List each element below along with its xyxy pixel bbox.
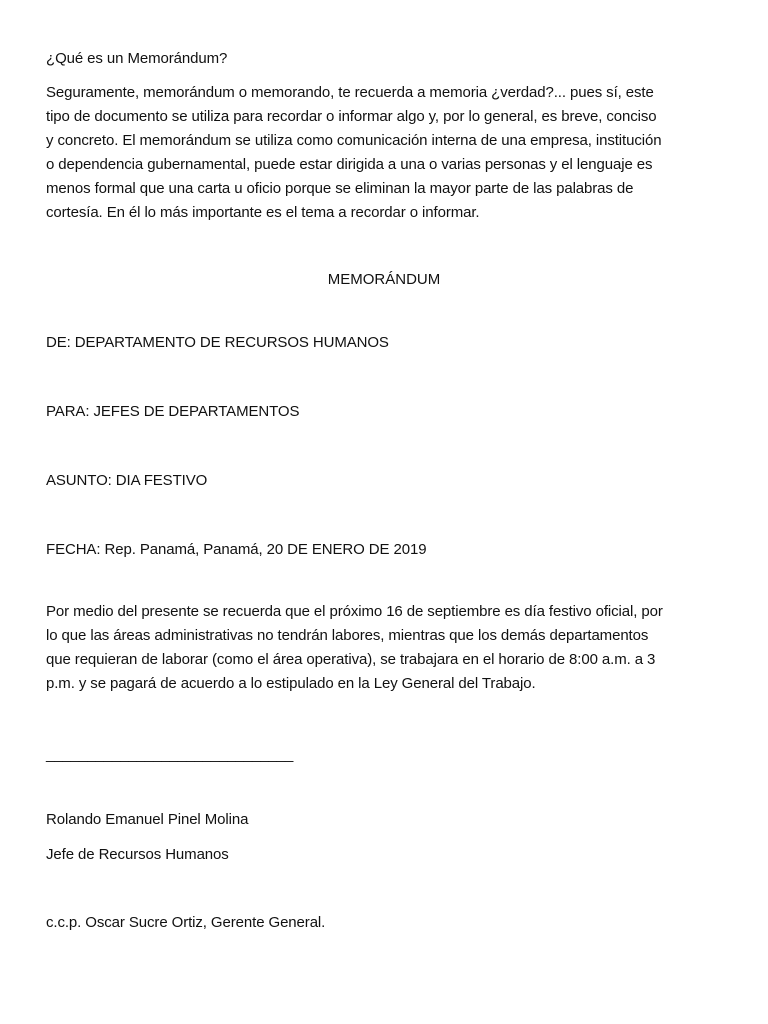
carbon-copy: c.c.p. Oscar Sucre Ortiz, Gerente General. <box>46 914 326 931</box>
signer-title: Jefe de Recursos Humanos <box>46 846 229 863</box>
intro-line: o dependencia gubernamental, puede estar dirigida a una o varias personas y el lenguaje es <box>46 156 653 173</box>
intro-line: menos formal que una carta u oficio porque se eliminan la mayor parte de las palabras de <box>46 180 634 197</box>
memo-to: PARA: JEFES DE DEPARTAMENTOS <box>46 403 300 420</box>
intro-line: cortesía. En él lo más importante es el tema a recordar o informar. <box>46 204 480 221</box>
memo-from: DE: DEPARTAMENTO DE RECURSOS HUMANOS <box>46 334 389 351</box>
intro-line: y concreto. El memorándum se utiliza como comunicación interna de una empresa, institución <box>46 132 662 149</box>
memo-body-line: p.m. y se pagará de acuerdo a lo estipulado en la Ley General del Trabajo. <box>46 675 536 692</box>
document-question: ¿Qué es un Memorándum? <box>46 50 228 67</box>
memo-body-line: que requieran de laborar (como el área operativa), se trabajara en el horario de 8:00 a.m. a 3 <box>46 651 656 668</box>
memo-body-line: Por medio del presente se recuerda que el próximo 16 de septiembre es día festivo oficial, por <box>46 603 663 620</box>
intro-line: tipo de documento se utiliza para recordar o informar algo y, por lo general, es breve, conciso <box>46 108 657 125</box>
memo-title: MEMORÁNDUM <box>327 271 441 288</box>
memo-date: FECHA: Rep. Panamá, Panamá, 20 DE ENERO DE 2019 <box>46 541 427 558</box>
signer-name: Rolando Emanuel Pinel Molina <box>46 811 249 828</box>
memo-body-line: lo que las áreas administrativas no tendrán labores, mientras que los demás departamentos <box>46 627 649 644</box>
intro-line: Seguramente, memorándum o memorando, te recuerda a memoria ¿verdad?... pues sí, este <box>46 84 654 101</box>
memo-subject: ASUNTO: DIA FESTIVO <box>46 472 208 489</box>
signature-line: ______________________________ <box>46 746 294 763</box>
